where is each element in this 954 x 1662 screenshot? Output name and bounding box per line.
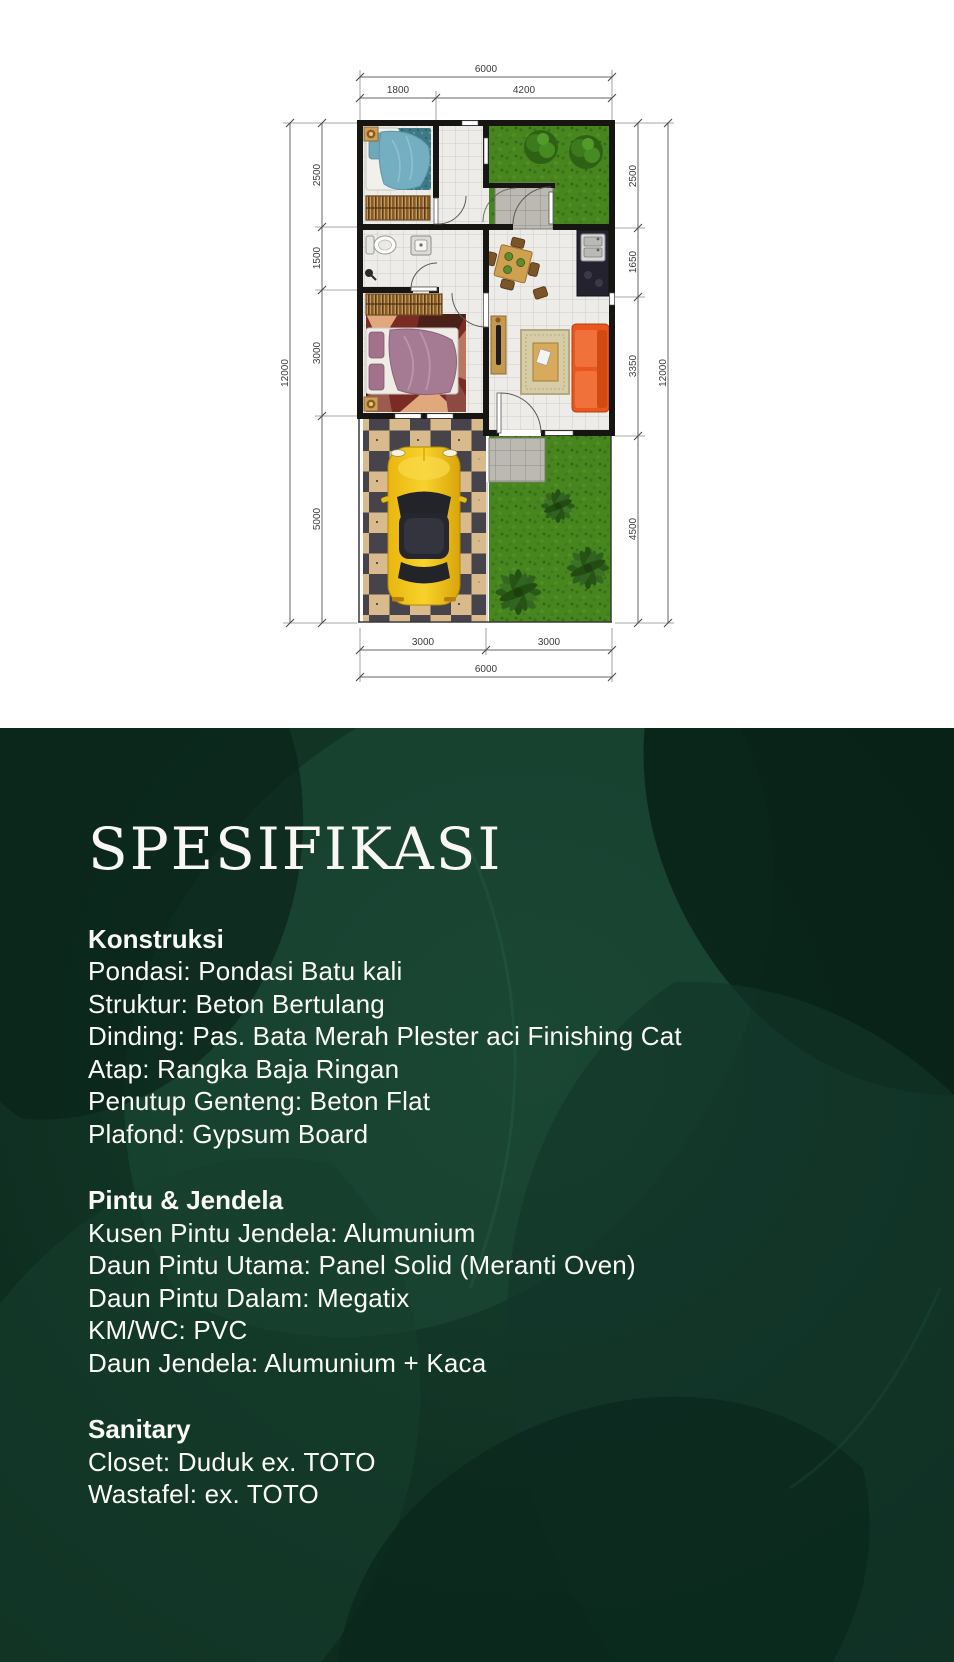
spec-line: Daun Pintu Utama: Panel Solid (Meranti Oven) bbox=[88, 1250, 636, 1281]
palm-tree bbox=[567, 547, 610, 590]
spec-line: Wastafel: ex. TOTO bbox=[88, 1479, 319, 1510]
dim-left-seg4: 5000 bbox=[312, 507, 323, 531]
car-top-view bbox=[381, 447, 468, 605]
spec-line: Closet: Duduk ex. TOTO bbox=[88, 1446, 376, 1477]
page-title: SPESIFIKASI bbox=[88, 815, 503, 883]
dim-bottom-seg1: 3000 bbox=[411, 637, 435, 648]
bedroom-1 bbox=[364, 127, 431, 220]
dim-bottom-seg2: 3000 bbox=[537, 637, 561, 648]
dim-right-seg3: 3350 bbox=[628, 354, 639, 378]
dim-left-total: 12000 bbox=[280, 359, 291, 387]
living-rug bbox=[521, 330, 569, 394]
palm-tree bbox=[541, 489, 575, 523]
specification-panel bbox=[0, 728, 954, 1662]
tree bbox=[524, 130, 558, 164]
carport bbox=[363, 419, 486, 622]
floor-plan-section bbox=[0, 0, 954, 728]
floor-plan bbox=[0, 0, 954, 728]
palm-tree bbox=[495, 569, 541, 615]
spec-section-konstruksi bbox=[88, 923, 888, 1151]
spec-line: Daun Jendela: Alumunium + Kaca bbox=[88, 1347, 487, 1378]
dim-right-seg1: 2500 bbox=[628, 164, 639, 188]
dim-top-seg1: 1800 bbox=[386, 85, 410, 96]
dim-left-seg2: 1500 bbox=[312, 246, 323, 270]
spec-line: Dinding: Pas. Bata Merah Plester aci Finishing Cat bbox=[88, 1021, 682, 1052]
sink bbox=[411, 236, 431, 255]
spec-line: Atap: Rangka Baja Ringan bbox=[88, 1053, 400, 1084]
dim-top-total: 6000 bbox=[474, 64, 498, 75]
dim-right-seg2: 1650 bbox=[628, 250, 639, 274]
section-heading: Sanitary bbox=[88, 1414, 191, 1445]
nightstand bbox=[364, 397, 378, 411]
dim-top-seg2: 4200 bbox=[512, 85, 536, 96]
spec-line: KM/WC: PVC bbox=[88, 1315, 248, 1346]
spec-line: Plafond: Gypsum Board bbox=[88, 1118, 369, 1149]
nightstand bbox=[364, 127, 378, 141]
entry-porch bbox=[495, 183, 553, 229]
spec-line: Daun Pintu Dalam: Megatix bbox=[88, 1282, 410, 1313]
dim-bottom-total: 6000 bbox=[474, 664, 498, 675]
section-heading: Pintu & Jendela bbox=[88, 1185, 284, 1216]
tree bbox=[569, 135, 603, 169]
door-step-porch bbox=[489, 438, 545, 482]
kitchen-counter bbox=[577, 230, 609, 296]
spec-line: Kusen Pintu Jendela: Alumunium bbox=[88, 1217, 476, 1248]
dim-right-seg4: 4500 bbox=[628, 517, 639, 541]
spec-section-pintu-jendela bbox=[88, 1184, 888, 1379]
dim-left-seg1: 2500 bbox=[312, 163, 323, 187]
sofa bbox=[572, 324, 609, 412]
dim-right-total: 12000 bbox=[658, 359, 669, 387]
tv-console bbox=[491, 316, 506, 374]
front-yard-bottom bbox=[489, 436, 611, 622]
double-bed bbox=[366, 328, 458, 395]
spec-section-sanitary bbox=[88, 1413, 888, 1511]
section-heading: Konstruksi bbox=[88, 923, 224, 954]
spec-line: Penutup Genteng: Beton Flat bbox=[88, 1086, 431, 1117]
toilet bbox=[366, 236, 396, 254]
spec-line: Struktur: Beton Bertulang bbox=[88, 988, 385, 1019]
spec-line: Pondasi: Pondasi Batu kali bbox=[88, 956, 403, 987]
dim-left-seg3: 3000 bbox=[312, 341, 323, 365]
spec-content bbox=[88, 815, 888, 1545]
